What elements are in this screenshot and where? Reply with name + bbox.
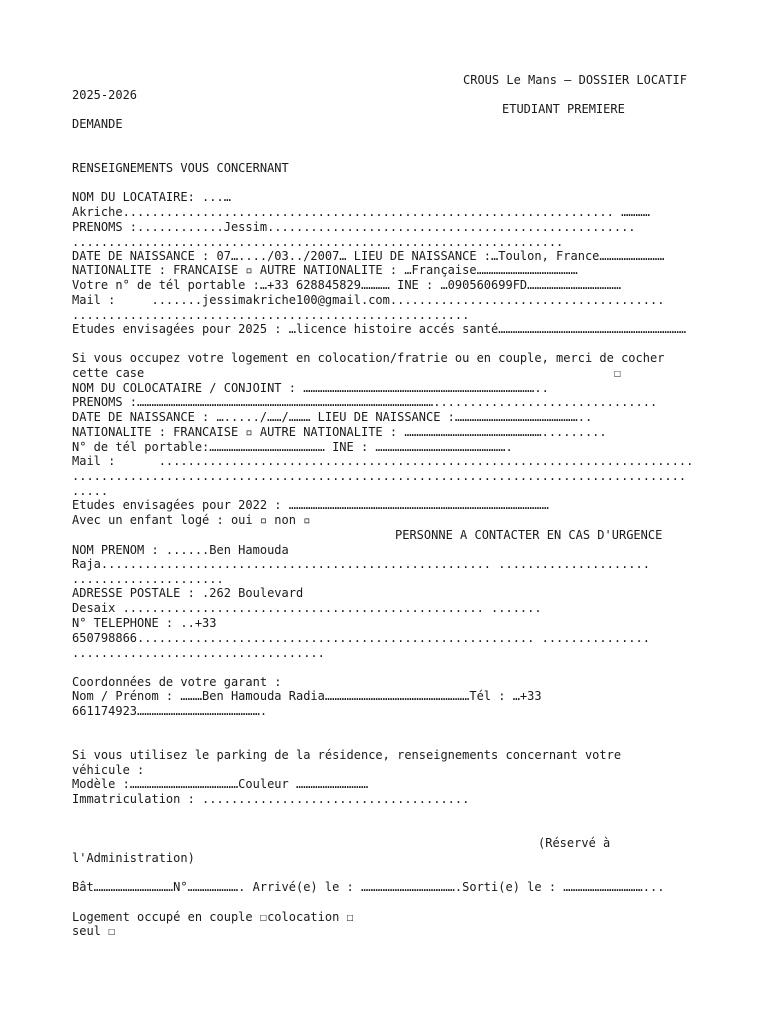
document-subtitle-cont: DEMANDE [72, 117, 123, 131]
parking-intro-cont: véhicule : [72, 763, 145, 777]
tenant-name-label: NOM DU LOCATAIRE: ...… [72, 190, 231, 204]
tenant-nationality: NATIONALITE : FRANCAISE ▫ AUTRE NATIONALITE : …Française…………………………………… [72, 263, 578, 277]
tenant-mail-cont: ....................................................... [72, 308, 470, 322]
coloc-child: Avec un enfant logé : oui ▫ non ▫ [72, 513, 311, 527]
coloc-phone: N° de tél portable:………………………………………… INE : ………………………………………………. [72, 440, 513, 454]
emergency-phone: N° TELEPHONE : ..+33 [72, 616, 217, 630]
admin-occupancy: Logement occupé en couple ☐colocation ☐ [72, 910, 354, 924]
coloc-nationality: NATIONALITE : FRANCAISE ▫ AUTRE NATIONALITE : …………………………………………………......... [72, 425, 607, 439]
tenant-section-title: RENSEIGNEMENTS VOUS CONCERNANT [72, 161, 289, 175]
document-title: CROUS Le Mans – DOSSIER LOCATIF [463, 73, 687, 87]
tenant-studies: Etudes envisagées pour 2025 : …licence histoire accés santé…………………………………………………………………… [72, 322, 687, 336]
emergency-section-title: PERSONNE A CONTACTER EN CAS D'URGENCE [395, 528, 663, 542]
tenant-firstnames: PRENOMS :............Jessim................................................... [72, 220, 636, 234]
admin-reserved-cont: l'Administration) [72, 851, 195, 865]
document-year: 2025-2026 [72, 88, 138, 102]
emergency-phone-cont2: ................................... [72, 646, 325, 660]
emergency-address: ADRESSE POSTALE : .262 Boulevard [72, 586, 304, 600]
parking-model: Modèle :………………………………………Couleur ………………………… [72, 777, 369, 791]
admin-building: Bât……………………………N°…………………. Arrivé(e) le : ………………………………….Sorti(e) le : ……………………………... [72, 880, 665, 894]
parking-intro: Si vous utilisez le parking de la résidence, renseignements concernant votre [72, 748, 622, 762]
emergency-name-cont: Raja...................................................... ..................... [72, 557, 650, 571]
guarantor-line-cont: 661174923……………………………………………. [72, 704, 268, 718]
coloc-mail-cont2: ..... [72, 484, 109, 498]
coloc-intro: Si vous occupez votre logement en colocation/fratrie ou en couple, merci de cocher [72, 351, 665, 365]
guarantor-title: Coordonnées de votre garant : [72, 675, 282, 689]
coloc-firstnames: PRENOMS :……………………………………………………………………………………………………………............................... [72, 395, 658, 409]
tenant-birth: DATE DE NAISSANCE : 07…..../03../2007… LIEU DE NAISSANCE :…Toulon, France……………………… [72, 249, 665, 263]
coloc-birth: DATE DE NAISSANCE : …...../……/……… LIEU DE NAISSANCE :…………………………………………….. [72, 410, 593, 424]
coloc-mail-cont: ..................................................................................... [72, 469, 687, 483]
guarantor-line: Nom / Prénom : ………Ben Hamouda Radia……………………………………………………Tél : …+33 [72, 689, 542, 703]
coloc-studies: Etudes envisagées pour 2022 : ……………………………………………………………………………………………… [72, 498, 549, 512]
admin-reserved: (Réservé à [538, 836, 611, 850]
emergency-name-cont2: ..................... [72, 572, 224, 586]
tenant-phone: Votre n° de tél portable :…+33 628845829………… INE : …090560699FD………………………………… [72, 278, 622, 292]
emergency-phone-cont: 650798866....................................................... ............... [72, 631, 650, 645]
document-subtitle: ETUDIANT PREMIERE [502, 102, 625, 116]
emergency-address-cont: Desaix .................................................. ....... [72, 601, 542, 615]
coloc-mail: Mail : .......................................................................... [72, 454, 694, 468]
tenant-mail: Mail : .......jessimakriche100@gmail.com...................................... [72, 293, 665, 307]
tenant-firstnames-cont: .................................................................... [72, 235, 564, 249]
coloc-name: NOM DU COLOCATAIRE / CONJOINT : …………………………………………………………………………………….. [72, 381, 549, 395]
parking-plate: Immatriculation : ..................................... [72, 792, 470, 806]
emergency-name: NOM PRENOM : ......Ben Hamouda [72, 543, 289, 557]
coloc-intro-cont: cette case ☐ [72, 366, 622, 380]
admin-occupancy-cont: seul ☐ [72, 924, 116, 938]
tenant-name-value: Akriche.................................................................... ………… [72, 205, 650, 219]
